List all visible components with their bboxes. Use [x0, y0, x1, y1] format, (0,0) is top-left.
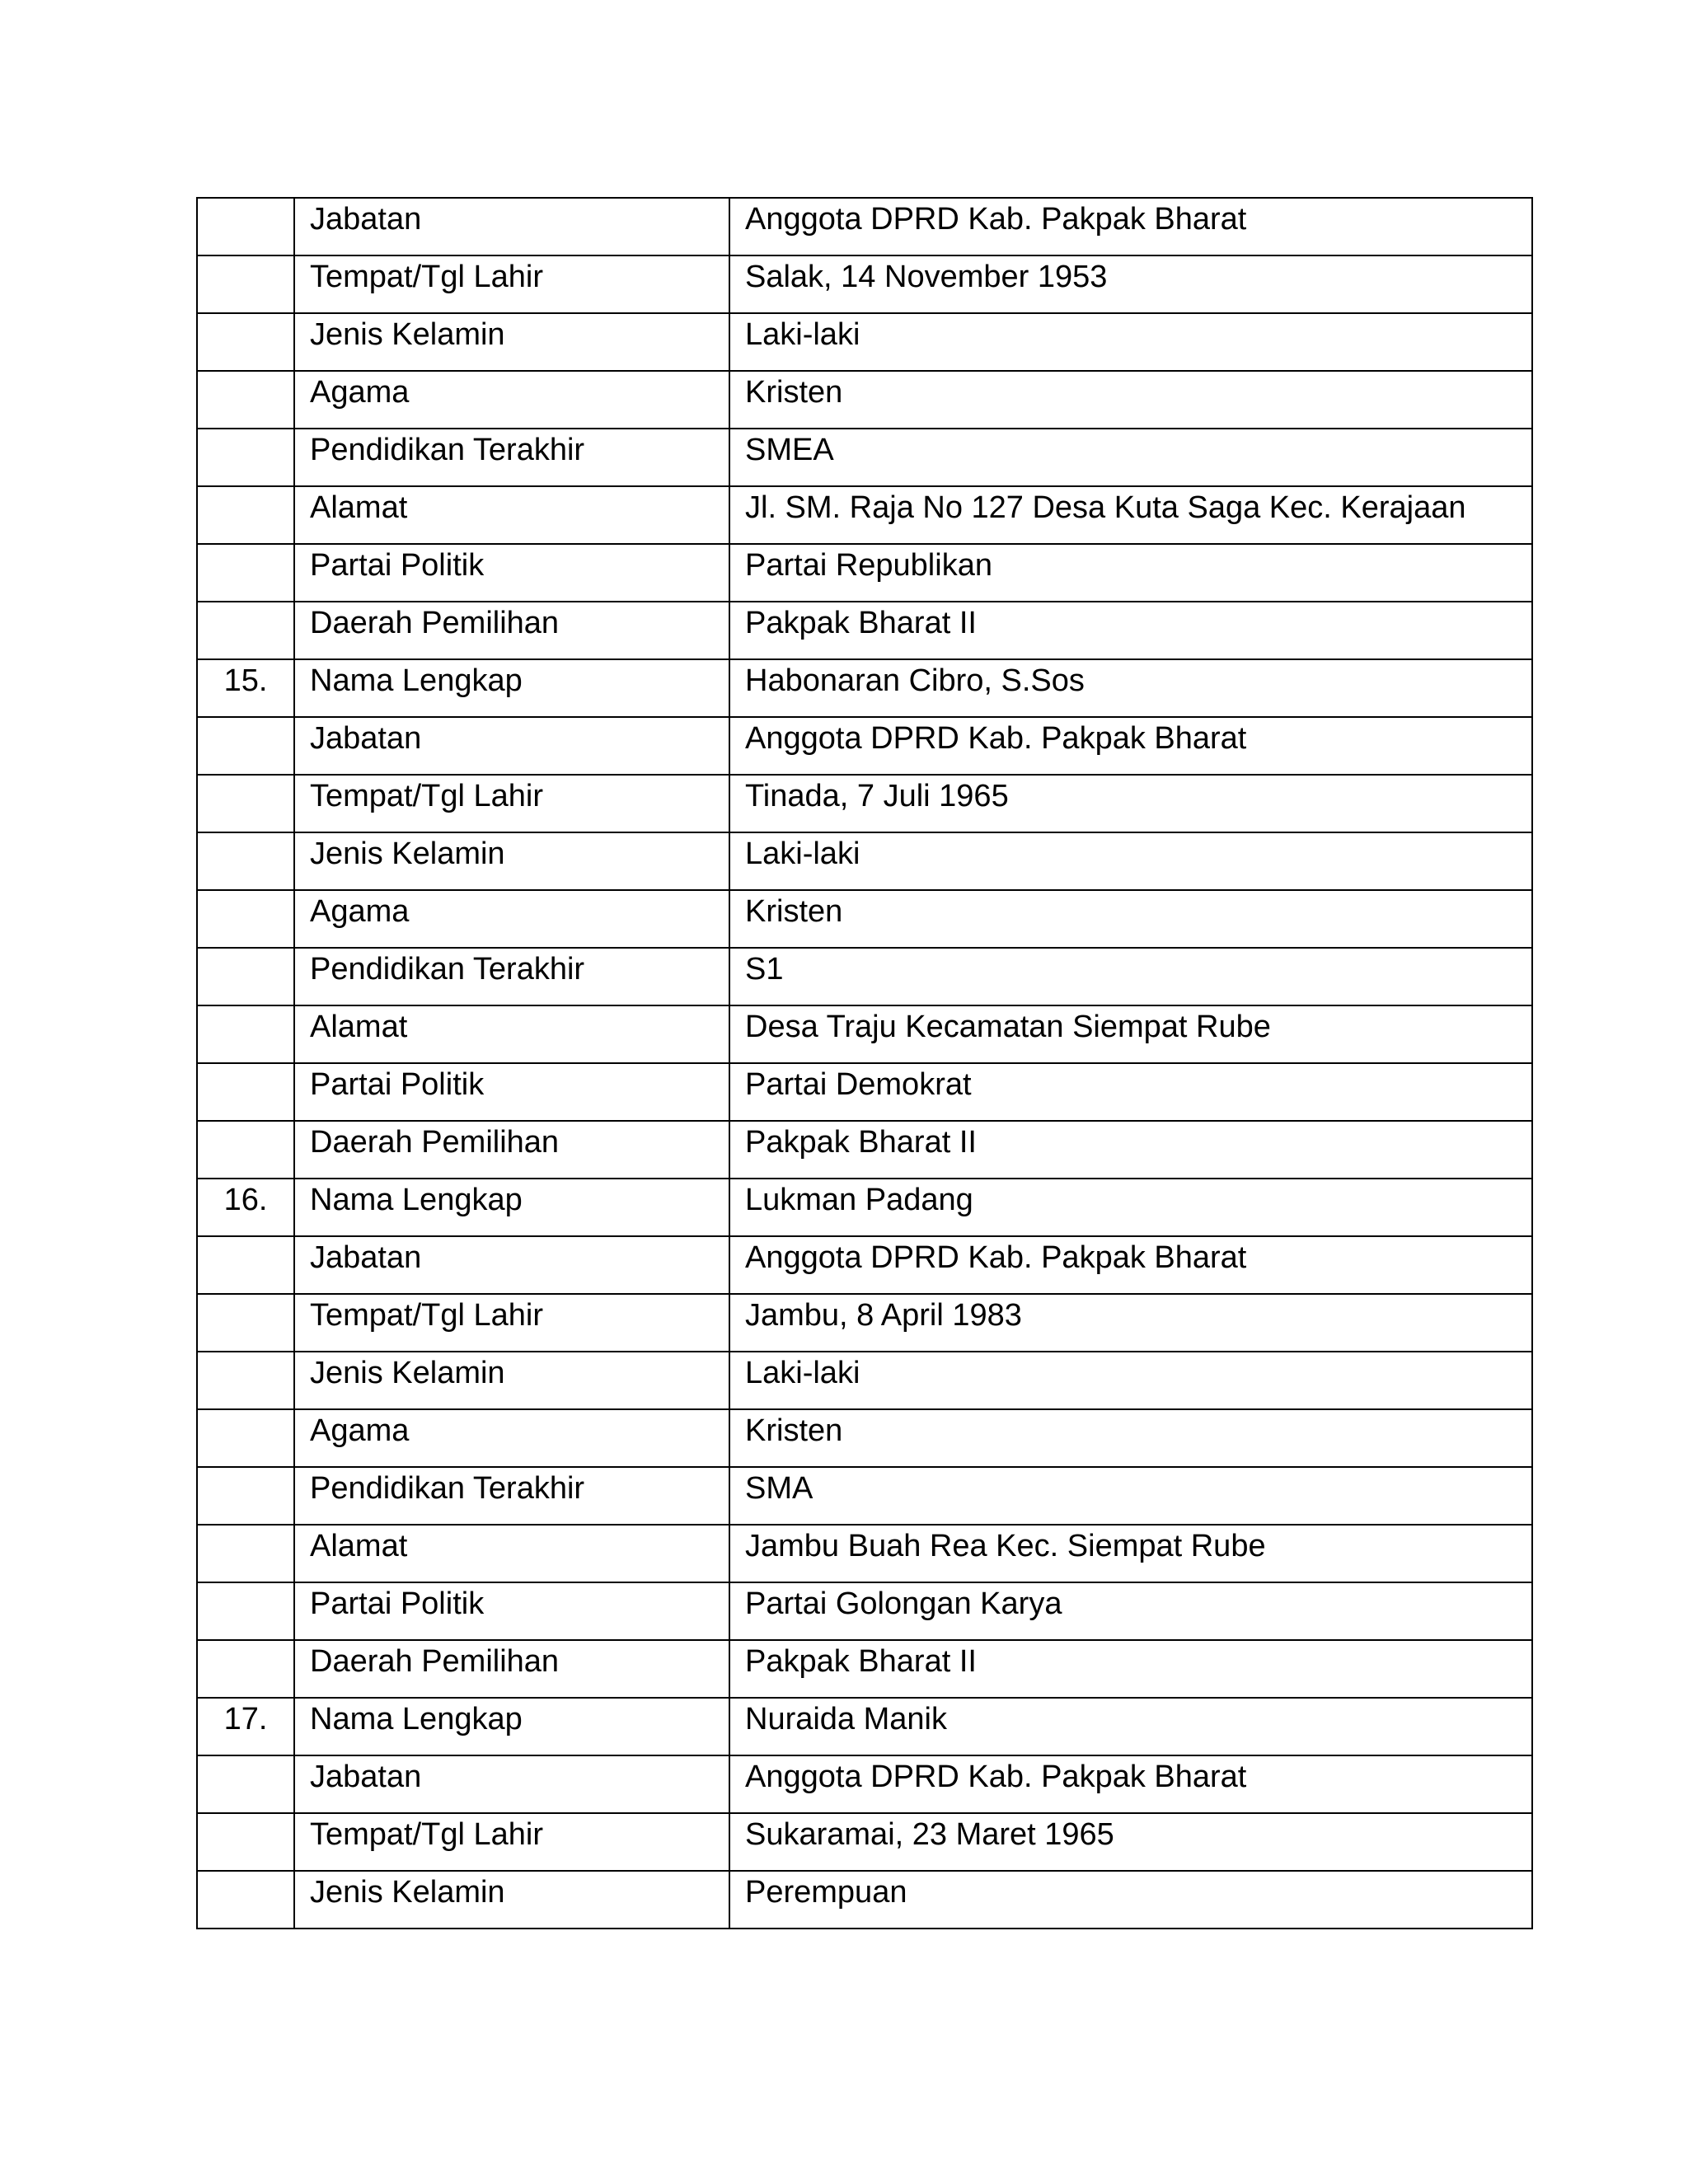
field-label-cell: Alamat: [294, 1005, 729, 1063]
row-number-cell: [197, 313, 294, 371]
field-label-cell: Jabatan: [294, 198, 729, 255]
field-label-cell: Pendidikan Terakhir: [294, 948, 729, 1005]
table-row: [197, 1063, 1532, 1121]
field-label-cell: Jenis Kelamin: [294, 1871, 729, 1929]
table-row: [197, 1179, 1532, 1236]
field-value-cell: Sukaramai, 23 Maret 1965: [729, 1813, 1532, 1871]
field-value-cell: Anggota DPRD Kab. Pakpak Bharat: [729, 198, 1532, 255]
table-row: [197, 255, 1532, 313]
field-label-cell: Tempat/Tgl Lahir: [294, 775, 729, 832]
row-number-cell: [197, 1294, 294, 1352]
field-label-cell: Nama Lengkap: [294, 1179, 729, 1236]
row-number-cell: [197, 775, 294, 832]
table-row: [197, 948, 1532, 1005]
row-number-cell: [197, 429, 294, 486]
table-row: [197, 429, 1532, 486]
row-number-cell: [197, 255, 294, 313]
field-value-cell: Jambu, 8 April 1983: [729, 1294, 1532, 1352]
field-value-cell: Laki-laki: [729, 313, 1532, 371]
field-label-cell: Agama: [294, 890, 729, 948]
row-number-cell: [197, 1121, 294, 1179]
field-label-cell: Jabatan: [294, 717, 729, 775]
field-label-cell: Daerah Pemilihan: [294, 1121, 729, 1179]
field-label-cell: Nama Lengkap: [294, 659, 729, 717]
row-number-cell: 16.: [197, 1179, 294, 1236]
field-label-cell: Jenis Kelamin: [294, 313, 729, 371]
row-number-cell: [197, 1409, 294, 1467]
row-number-cell: 17.: [197, 1698, 294, 1755]
row-number-cell: [197, 486, 294, 544]
row-number-cell: [197, 1236, 294, 1294]
field-label-cell: Partai Politik: [294, 1063, 729, 1121]
field-value-cell: Jambu Buah Rea Kec. Siempat Rube: [729, 1525, 1532, 1582]
field-value-cell: Laki-laki: [729, 832, 1532, 890]
table-row: [197, 1582, 1532, 1640]
field-value-cell: SMA: [729, 1467, 1532, 1525]
field-label-cell: Alamat: [294, 1525, 729, 1582]
field-value-cell: Habonaran Cibro, S.Sos: [729, 659, 1532, 717]
table-row: [197, 544, 1532, 602]
field-value-cell: Perempuan: [729, 1871, 1532, 1929]
field-value-cell: Kristen: [729, 1409, 1532, 1467]
field-value-cell: Kristen: [729, 890, 1532, 948]
table-row: [197, 659, 1532, 717]
field-value-cell: Nuraida Manik: [729, 1698, 1532, 1755]
field-value-cell: Jl. SM. Raja No 127 Desa Kuta Saga Kec. Kerajaan: [729, 486, 1532, 544]
field-value-cell: Pakpak Bharat II: [729, 1121, 1532, 1179]
table-row: [197, 1352, 1532, 1409]
row-number-cell: [197, 717, 294, 775]
table-row: [197, 1698, 1532, 1755]
field-value-cell: S1: [729, 948, 1532, 1005]
table-row: [197, 371, 1532, 429]
field-value-cell: Pakpak Bharat II: [729, 602, 1532, 659]
table-row: [197, 313, 1532, 371]
table-row: [197, 832, 1532, 890]
member-data-table: [196, 197, 1533, 1929]
field-value-cell: Salak, 14 November 1953: [729, 255, 1532, 313]
field-label-cell: Pendidikan Terakhir: [294, 429, 729, 486]
field-value-cell: Lukman Padang: [729, 1179, 1532, 1236]
field-value-cell: SMEA: [729, 429, 1532, 486]
row-number-cell: [197, 1352, 294, 1409]
row-number-cell: [197, 371, 294, 429]
table-row: [197, 775, 1532, 832]
field-label-cell: Agama: [294, 1409, 729, 1467]
table-row: [197, 1525, 1532, 1582]
table-row: [197, 1467, 1532, 1525]
row-number-cell: [197, 1640, 294, 1698]
field-label-cell: Jenis Kelamin: [294, 1352, 729, 1409]
field-value-cell: Desa Traju Kecamatan Siempat Rube: [729, 1005, 1532, 1063]
table-row: [197, 1409, 1532, 1467]
table-row: [197, 1640, 1532, 1698]
table-row: [197, 717, 1532, 775]
row-number-cell: [197, 1755, 294, 1813]
row-number-cell: [197, 1525, 294, 1582]
field-label-cell: Partai Politik: [294, 544, 729, 602]
field-label-cell: Jabatan: [294, 1236, 729, 1294]
row-number-cell: [197, 1813, 294, 1871]
table-body: [197, 198, 1532, 1929]
field-label-cell: Nama Lengkap: [294, 1698, 729, 1755]
table-row: [197, 1755, 1532, 1813]
field-value-cell: Partai Republikan: [729, 544, 1532, 602]
table-row: [197, 486, 1532, 544]
field-value-cell: Anggota DPRD Kab. Pakpak Bharat: [729, 1755, 1532, 1813]
row-number-cell: [197, 948, 294, 1005]
row-number-cell: [197, 1005, 294, 1063]
field-value-cell: Laki-laki: [729, 1352, 1532, 1409]
table-row: [197, 602, 1532, 659]
table-row: [197, 890, 1532, 948]
field-label-cell: Pendidikan Terakhir: [294, 1467, 729, 1525]
field-value-cell: Anggota DPRD Kab. Pakpak Bharat: [729, 717, 1532, 775]
field-label-cell: Daerah Pemilihan: [294, 1640, 729, 1698]
field-label-cell: Jabatan: [294, 1755, 729, 1813]
row-number-cell: 15.: [197, 659, 294, 717]
table-row: [197, 1121, 1532, 1179]
field-value-cell: Anggota DPRD Kab. Pakpak Bharat: [729, 1236, 1532, 1294]
table-row: [197, 1871, 1532, 1929]
field-value-cell: Pakpak Bharat II: [729, 1640, 1532, 1698]
field-label-cell: Tempat/Tgl Lahir: [294, 255, 729, 313]
field-label-cell: Jenis Kelamin: [294, 832, 729, 890]
table-row: [197, 1236, 1532, 1294]
row-number-cell: [197, 890, 294, 948]
row-number-cell: [197, 198, 294, 255]
row-number-cell: [197, 1871, 294, 1929]
field-label-cell: Tempat/Tgl Lahir: [294, 1294, 729, 1352]
field-value-cell: Tinada, 7 Juli 1965: [729, 775, 1532, 832]
field-value-cell: Partai Golongan Karya: [729, 1582, 1532, 1640]
field-label-cell: Partai Politik: [294, 1582, 729, 1640]
row-number-cell: [197, 832, 294, 890]
table-row: [197, 1005, 1532, 1063]
field-label-cell: Tempat/Tgl Lahir: [294, 1813, 729, 1871]
field-value-cell: Partai Demokrat: [729, 1063, 1532, 1121]
field-label-cell: Agama: [294, 371, 729, 429]
field-label-cell: Alamat: [294, 486, 729, 544]
row-number-cell: [197, 1063, 294, 1121]
table-row: [197, 1813, 1532, 1871]
table-row: [197, 198, 1532, 255]
row-number-cell: [197, 544, 294, 602]
field-value-cell: Kristen: [729, 371, 1532, 429]
field-label-cell: Daerah Pemilihan: [294, 602, 729, 659]
row-number-cell: [197, 602, 294, 659]
table-row: [197, 1294, 1532, 1352]
row-number-cell: [197, 1582, 294, 1640]
row-number-cell: [197, 1467, 294, 1525]
